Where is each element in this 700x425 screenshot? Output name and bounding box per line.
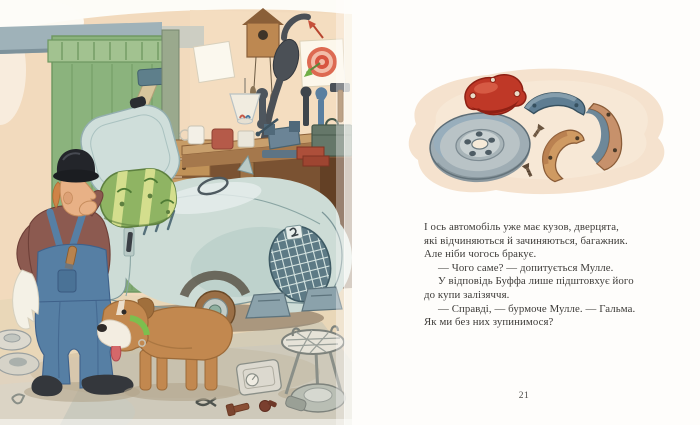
dog-eye xyxy=(122,310,127,315)
story-line: — Чого саме? — допитується Мулле. xyxy=(438,261,614,274)
story-line: до купи залізяччя. xyxy=(424,288,510,301)
story-line: які відчиняються й зачиняються, багажник. xyxy=(424,234,628,247)
ear xyxy=(64,192,73,204)
story-line: Як ми без них зупинимося? xyxy=(424,316,554,329)
right-page xyxy=(352,0,700,425)
page-number: 21 xyxy=(518,391,530,401)
dog-tongue xyxy=(111,346,121,361)
back-pocket xyxy=(58,270,76,292)
story-line: Але ніби чогось бракує. xyxy=(424,248,537,261)
story-text xyxy=(424,221,674,330)
story-line: У відповідь Буффа лише підштовхує його xyxy=(438,275,634,288)
brake-parts-illustration xyxy=(388,62,688,207)
white-note-on-wall xyxy=(193,41,234,82)
story-line: — Справді, — бурмоче Мулле. — Гальма. xyxy=(438,302,636,315)
dog-nose xyxy=(97,324,107,332)
gearbox-part xyxy=(236,359,282,396)
hood-emblem xyxy=(285,225,303,240)
story-line: І ось автомобіль уже має кузов, дверцята, xyxy=(424,221,619,233)
door-handle xyxy=(124,228,134,256)
